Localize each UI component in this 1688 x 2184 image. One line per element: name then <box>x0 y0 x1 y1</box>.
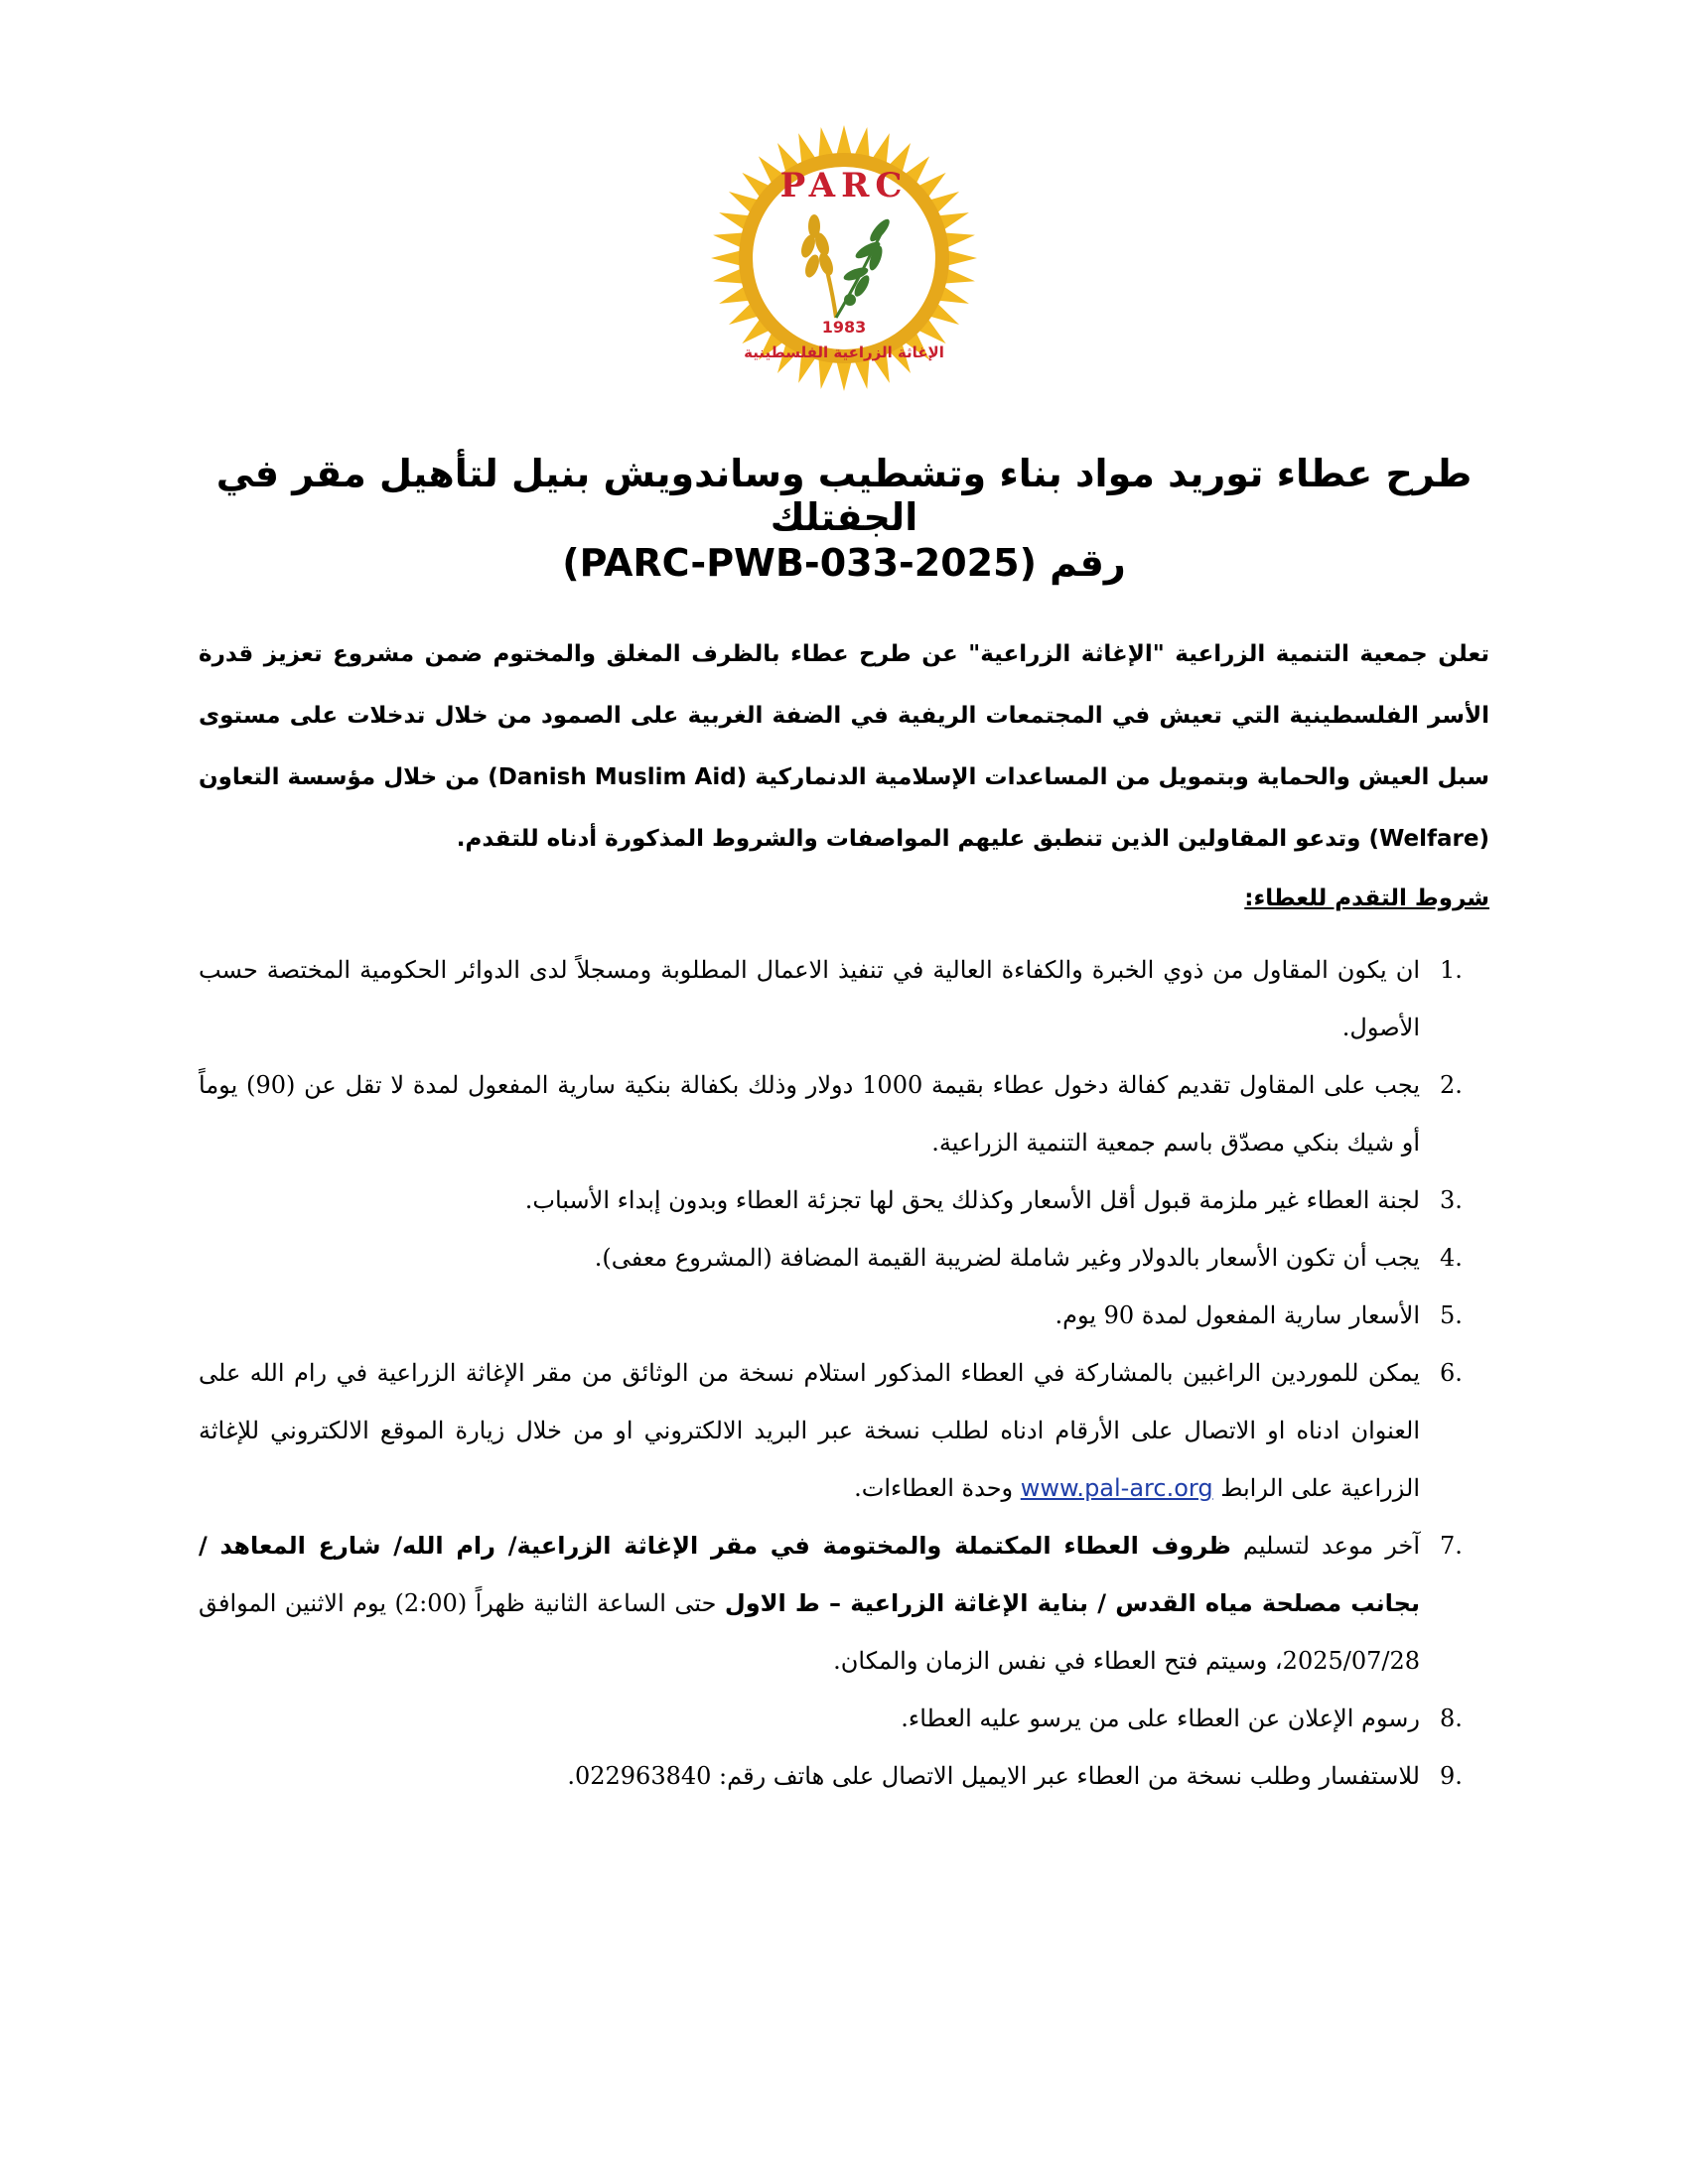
list-item <box>199 941 1489 1056</box>
item-text: للاستفسار وطلب نسخة من العطاء عبر الايميل الاتصال على هاتف رقم: 022963840. <box>567 1762 1420 1790</box>
list-item <box>199 1747 1489 1805</box>
item-number: 3. <box>1440 1186 1463 1214</box>
item-text-tail: وحدة العطاءات. <box>854 1474 1021 1502</box>
conditions-heading: شروط التقدم للعطاء: <box>1244 886 1489 911</box>
item-number: 8. <box>1440 1705 1463 1732</box>
delivery-address: ظروف العطاء المكتملة والمختومة في مقر الإغاثة الزراعية/ رام الله/ شارع المعاهد / بجانب مصلحة مياه القدس / بناية الإغاثة الزراعية – ط الاول <box>199 1532 1420 1617</box>
list-item <box>199 1690 1489 1747</box>
list-item <box>199 1287 1489 1344</box>
list-item <box>199 1229 1489 1287</box>
item-number: 9. <box>1440 1762 1463 1790</box>
item-number: 2. <box>1440 1071 1463 1099</box>
item-text: يمكن للموردين الراغبين بالمشاركة في العطاء المذكور استلام نسخة من الوثائق من مقر الإغاثة الزراعية في رام الله على العنوان ادناه او الاتصال على الأرقام ادناه لطلب نسخة عبر البريد الالكتروني او من خلال زيارة الموقع الالكتروني للإغاثة الزراعية على الرابط <box>199 1359 1420 1502</box>
tender-number: رقم (PARC-PWB-033-2025) <box>562 541 1126 585</box>
item-text: يجب على المقاول تقديم كفالة دخول عطاء بقيمة 1000 دولار وذلك بكفالة بنكية سارية المفعول لمدة لا تقل عن (90) يوماً أو شيك بنكي مصدّق باسم جمعية التنمية الزراعية. <box>199 1071 1421 1157</box>
list-item <box>199 1056 1489 1171</box>
item-number: 1. <box>1440 956 1463 984</box>
item-number: 7. <box>1440 1532 1463 1560</box>
logo-acronym: PARC <box>779 166 909 205</box>
tender-title: طرح عطاء توريد مواد بناء وتشطيب وساندويش بنيل لتأهيل مقر في الجفتلك <box>215 452 1473 539</box>
parc-logo <box>705 119 983 397</box>
item-text: آخر موعد لتسليم <box>1230 1532 1420 1560</box>
list-item <box>199 1517 1489 1690</box>
list-item <box>199 1344 1489 1517</box>
item-text: رسوم الإعلان عن العطاء على من يرسو عليه العطاء. <box>901 1705 1420 1732</box>
item-text: لجنة العطاء غير ملزمة قبول أقل الأسعار وكذلك يحق لها تجزئة العطاء وبدون إبداء الأسباب. <box>524 1186 1420 1214</box>
conditions-list <box>199 941 1489 1805</box>
item-number: 5. <box>1440 1301 1463 1329</box>
logo-year: 1983 <box>821 318 867 337</box>
item-text-tail: حتى الساعة الثانية ظهراً (2:00) يوم الاثنين الموافق 2025/07/28، وسيتم فتح العطاء في نفس الزمان والمكان. <box>199 1589 1420 1675</box>
list-item <box>199 1171 1489 1229</box>
logo-arabic-name: الإغاثة الزراعية الفلسطينية <box>744 343 944 361</box>
item-text: الأسعار سارية المفعول لمدة 90 يوم. <box>1055 1301 1420 1329</box>
item-number: 6. <box>1440 1359 1463 1387</box>
item-text: ان يكون المقاول من ذوي الخبرة والكفاءة العالية في تنفيذ الاعمال المطلوبة ومسجلاً لدى الدوائر الحكومية المختصة حسب الأصول. <box>199 956 1420 1041</box>
item-number: 4. <box>1440 1244 1463 1272</box>
intro-paragraph: تعلن جمعية التنمية الزراعية "الإغاثة الزراعية" عن طرح عطاء بالظرف المغلق والمختوم ضمن مشروع تعزيز قدرة الأسر الفلسطينية التي تعيش في المجتمعات الريفية في الضفة الغربية على الصمود من خلال تدخلات على مستوى سبل العيش والحماية وبتمويل من المساعدات الإسلامية الدنماركية (Danish Muslim Aid) من خلال مؤسسة التعاون (Welfare) وتدعو المقاولين الذين تنطبق عليهم المواصفات والشروط المذكورة أدناه للتقدم. <box>199 641 1489 852</box>
website-link[interactable]: www.pal-arc.org <box>1020 1474 1213 1502</box>
item-text: يجب أن تكون الأسعار بالدولار وغير شاملة لضريبة القيمة المضافة (المشروع معفى). <box>594 1244 1420 1272</box>
